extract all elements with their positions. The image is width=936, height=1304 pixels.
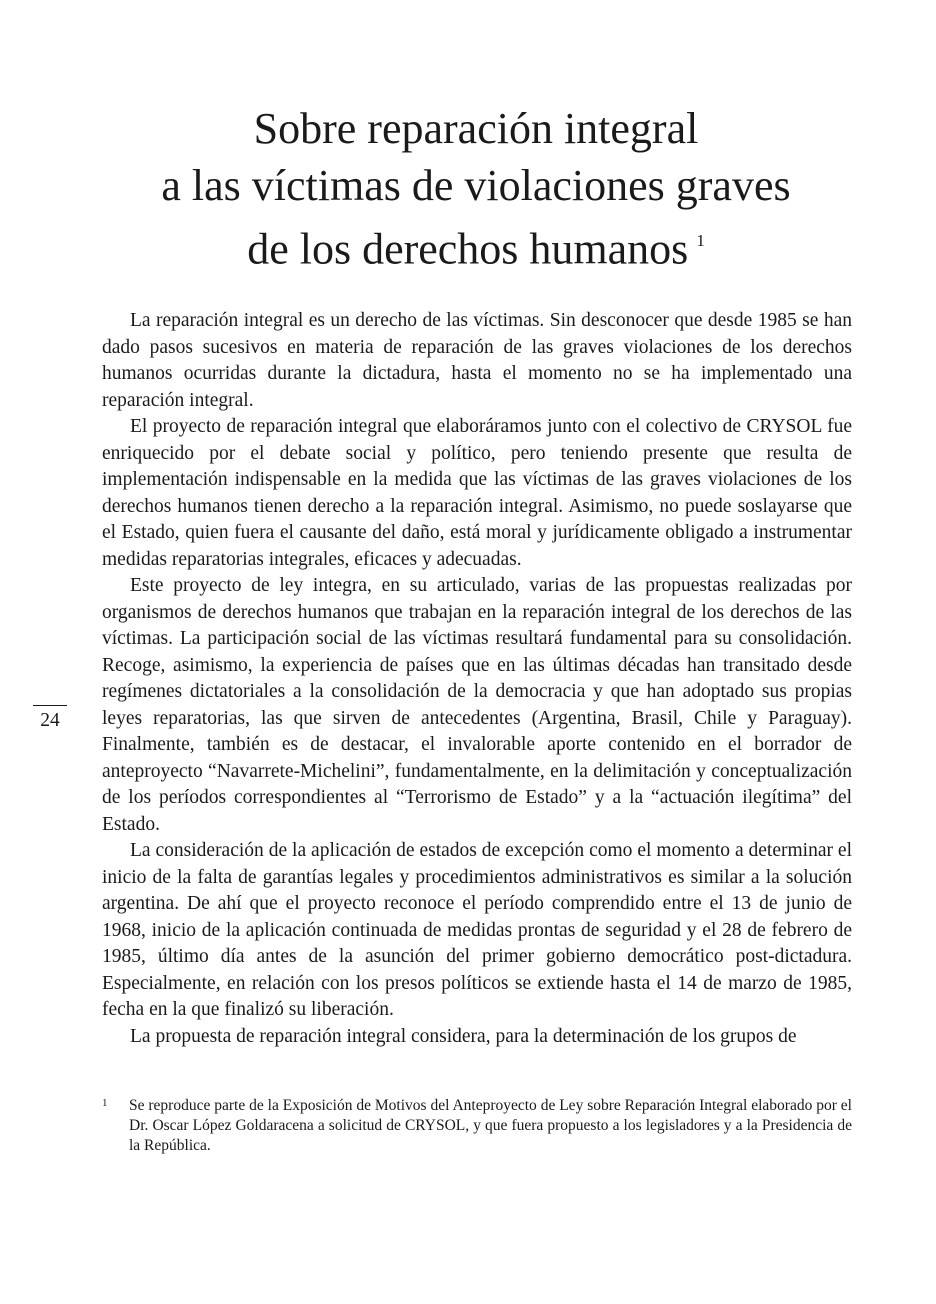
footnote-mark: 1 — [102, 1097, 108, 1109]
paragraph: Este proyecto de ley integra, en su articulado, varias de las propuestas realizadas por organismos de derechos humanos que trabajan en la reparación integral de los derechos de las víctimas. La participación social de las víctimas resultará fundamental para su consolidación. Recoge, asimismo, la experiencia de países que en las últimas décadas han transitado desde regímenes dictatoriales a la consolidación de la democracia y que han adoptado sus propias leyes reparatorias, las que sirven de antecedentes (Argentina, Brasil, Chile y Paraguay). Finalmente, también es de destacar, el invalorable aporte contenido en el borrador de anteproyecto “Navarrete-Michelini”, fundamentalmente, en la delimitación y conceptualización de los períodos correspondientes al “Terrorismo de Estado” y a la “actuación ilegítima” del Estado. — [102, 575, 852, 835]
title-footnote-ref[interactable]: 1 — [696, 231, 705, 250]
paragraph: La consideración de la aplicación de estados de excepción como el momento a determinar el inicio de la falta de garantías legales y procedimientos administrativos es similar a la solución argentina. De ahí que el proyecto reconoce el período comprendido entre el 13 de junio de 1968, inicio de la aplicación continuada de medidas prontas de seguridad y el 28 de febrero de 1985, último día antes de la asunción del primer gobierno democrático post-dictadura. Especialmente, en relación con los presos políticos se extiende hasta el 14 de marzo de 1985, fecha en la que finalizó su liberación. — [102, 840, 852, 1020]
body-text — [102, 308, 852, 1050]
paragraph: La reparación integral es un derecho de las víctimas. Sin desconocer que desde 1985 se han dado pasos sucesivos en materia de reparación de las graves violaciones de los derechos humanos ocurridas durante la dictadura, hasta el momento no se ha implementado una reparación integral. — [102, 310, 852, 411]
title-line-2: a las víctimas de violaciones graves — [161, 161, 791, 210]
paragraph: La propuesta de reparación integral considera, para la determinación de los grupos de — [130, 1025, 797, 1047]
page-number: 24 — [40, 710, 60, 731]
title-line-1: Sobre reparación integral — [253, 104, 699, 153]
footnote-text: Se reproduce parte de la Exposición de Motivos del Anteproyecto de Ley sobre Reparación Integral elaborado por el Dr. Oscar López Goldaracena a solicitud de CRYSOL, y que fuera propuesto a los legisladores y a la Presidencia de la República. — [129, 1097, 852, 1154]
paragraph: El proyecto de reparación integral que elaboráramos junto con el colectivo de CRYSOL fue enriquecido por el debate social y político, pero teniendo presente que resulta de implementación indispensable en la medida que las víctimas de las graves violaciones de los derechos humanos tienen derecho a la reparación integral. Asimismo, no puede soslayarse que el Estado, quien fuera el causante del daño, está moral y jurídicamente obligado a instrumentar medidas reparatorias integrales, eficaces y adecuadas. — [102, 416, 852, 570]
footnote — [102, 1096, 852, 1156]
title-line-3-text: de los derechos humanos — [247, 224, 689, 274]
page-title — [100, 100, 852, 278]
title-line-3 — [100, 214, 852, 278]
page-number-rule — [33, 705, 67, 706]
